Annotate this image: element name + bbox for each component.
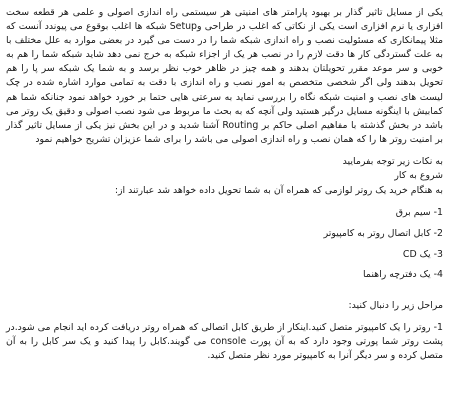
list-item: 3- یک CD <box>402 248 443 260</box>
list-item: 1- سیم برق <box>395 206 443 218</box>
list-item: 2- کابل اتصال روتر به کامپیوتر <box>323 227 443 239</box>
package-line: به هنگام خرید یک روتر لوازمی که همراه آن به شما تحویل داده خواهد شد عبارتند از: <box>114 184 443 196</box>
package-list <box>6 206 443 283</box>
intro-paragraph: یکی از مسایل تاثیر گذار بر بهبود پارامتر های امنیتی هر سیستمی راه اندازی اصولی و علمی هر قطعه سخت افزاری یا نرم افزاری است یکی از نکاتی که اغلب در طراحی وSetup شبکه ها اغلب بوقوع می پیوندد آنست که مثلا پیمانکاری که مسئولیت نصب و راه اندازی شبکه شما را در دست می گیرد در بعضی موارد به علل مختلف با به علت گستردگی کار ها دقت لازم را در نصب هر یک از اجزاء شبکه به خرج نمی دهد شاید شبکه شما را هم به خوبی و سر موعد مقرر تحویلتان بدهند و همه چیز در ظاهر خوب نظر برسد و به شما یک شبکه سر پا را هم تحویل بدهند ولی اگر شخصی متخصص به امور نصب و راه اندازی با دقت به تمامی موارد اشاره شده در چک لیست های نصب و امنیت شبکه نگاه را بررسی نماید به سرعتی هایی حتما بر خورد خواهد نمود جنانکه شما هم کمابیش با اینگونه مسایل درگیر هستید ولی آنچه که به بحث ما مربوط می شود نصب اصولی و دقیق یک روتر می باشد در بخش گذشته با مفاهیم اصلی حاکم بر Routing آشنا شدید و در این بخش نیز یکی از مسایل تاثیر گذار بر امنیت روتر ها را که همان نصب و راه اندازی اصولی می باشد را برای شما عزیزان تشریح خواهیم نمود <box>6 7 443 145</box>
step-1: 1- روتر را یک کامپیوتر متصل کنید.اینکار از طریق کابل اتصالی که همراه روتر دریافت کرده اید انجام می شود.در پشت روتر شما پورتی وجود دارد که به آن پورت console می گویند.کابل را پیدا کنید و یک سر کابل را به آن متصل کرده و سر دیگر آنرا به کامپیوتر مورد نظر متصل کنید. <box>6 322 444 362</box>
document-page <box>6 6 443 396</box>
start-line: شروع به کار <box>394 169 443 181</box>
note-line: به نکات زیر توجه بفرمایید <box>342 155 443 167</box>
spacer <box>6 289 443 299</box>
list-item: 4- یک دفترچه راهنما <box>363 269 443 281</box>
steps-heading: مراحل زیر را دنبال کنید: <box>348 300 443 312</box>
spacer <box>6 147 443 155</box>
